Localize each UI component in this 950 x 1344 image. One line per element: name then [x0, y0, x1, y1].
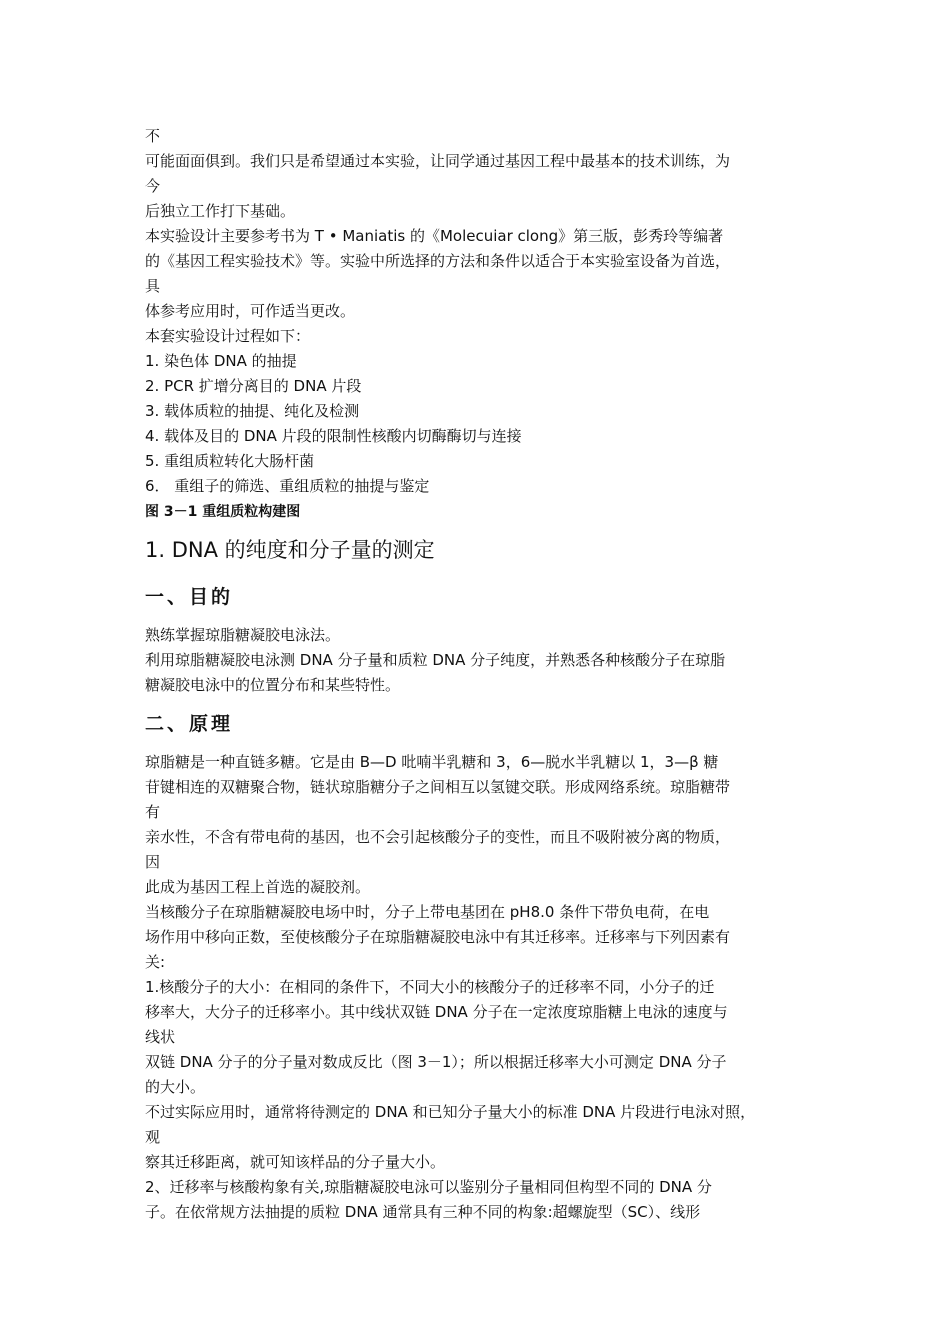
figure-caption: 图 3－1 重组质粒构建图 [145, 504, 301, 520]
procedure-step: 1. 染色体 DNA 的抽提 [145, 352, 297, 370]
principle-line: 不过实际应用时，通常将待测定的 DNA 和已知分子量大小的标准 DNA 片段进行电泳对照， [145, 1103, 756, 1121]
principle-line: 观 [145, 1128, 161, 1146]
procedure-step: 6． 重组子的筛选、重组质粒的抽提与鉴定 [145, 477, 430, 495]
intro-line: 体参考应用时，可作适当更改。 [145, 302, 356, 320]
intro-line: 本套实验设计过程如下： [145, 327, 311, 345]
intro-line: 可能面面俱到。我们只是希望通过本实验，让同学通过基因工程中最基本的技术训练，为 [145, 152, 731, 170]
purpose-paragraph [145, 623, 825, 698]
principle-line: 1.核酸分子的大小：在相同的条件下，不同大小的核酸分子的迁移率不同，小分子的迁 [145, 978, 715, 996]
principle-line: 移率大，大分子的迁移率小。其中线状双链 DNA 分子在一定浓度琼脂糖上电泳的速度与 [145, 1003, 728, 1021]
principle-line: 此成为基因工程上首选的凝胶剂。 [145, 878, 371, 896]
principle-line: 子。在依常规方法抽提的质粒 DNA 通常具有三种不同的构象:超螺旋型（SC）、线形 [145, 1203, 701, 1221]
principle-line: 察其迁移距离，就可知该样品的分子量大小。 [145, 1153, 446, 1171]
principle-line: 当核酸分子在琼脂糖凝胶电场中时，分子上带电基团在 pH8.0 条件下带负电荷，在电 [145, 903, 710, 921]
principle-line: 琼脂糖是一种直链多糖。它是由 B—D 吡喃半乳糖和 3，6—脱水半乳糖以 1，3—β 糖 [145, 753, 719, 771]
intro-line: 后独立工作打下基础。 [145, 202, 296, 220]
intro-line: 具 [145, 277, 161, 295]
procedure-step: 4. 载体及目的 DNA 片段的限制性核酸内切酶酶切与连接 [145, 427, 522, 445]
intro-line: 今 [145, 177, 161, 195]
principle-paragraph [145, 750, 825, 1225]
principle-line: 因 [145, 853, 161, 871]
principle-line: 线状 [145, 1028, 176, 1046]
principle-line: 场作用中移向正数，至使核酸分子在琼脂糖凝胶电泳中有其迁移率。迁移率与下列因素有 [145, 928, 731, 946]
intro-line: 的《基因工程实验技术》等。实验中所选择的方法和条件以适合于本实验室设备为首选， [145, 252, 731, 270]
purpose-line: 熟练掌握琼脂糖凝胶电泳法。 [145, 626, 341, 644]
intro-paragraph [145, 124, 825, 499]
procedure-step: 2. PCR 扩增分离目的 DNA 片段 [145, 377, 362, 395]
principle-line: 关: [145, 953, 166, 971]
purpose-line: 糖凝胶电泳中的位置分布和某些特性。 [145, 676, 401, 694]
principle-line: 的大小。 [145, 1078, 206, 1096]
purpose-line: 利用琼脂糖凝胶电泳测 DNA 分子量和质粒 DNA 分子纯度，并熟悉各种核酸分子在琼脂 [145, 651, 726, 669]
document-page [145, 124, 825, 1225]
principle-line: 苷键相连的双糖聚合物，链状琼脂糖分子之间相互以氢键交联。形成网络系统。琼脂糖带 [145, 778, 731, 796]
section-heading-purpose: 一、目的 [145, 586, 234, 608]
section-heading-principle: 二、原理 [145, 713, 234, 735]
principle-line: 有 [145, 803, 161, 821]
chapter-title: 1. DNA 的纯度和分子量的测定 [145, 538, 435, 562]
principle-line: 双链 DNA 分子的分子量对数成反比（图 3－1）；所以根据迁移率大小可测定 DNA 分子 [145, 1053, 727, 1071]
intro-line: 本实验设计主要参考书为 T • Maniatis 的《Molecuiar clong》第三版，彭秀玲等编著 [145, 227, 724, 245]
intro-line: 不 [145, 127, 161, 145]
procedure-step: 3. 载体质粒的抽提、纯化及检测 [145, 402, 360, 420]
principle-line: 2、迁移率与核酸构象有关,琼脂糖凝胶电泳可以鉴别分子量相同但构型不同的 DNA 分 [145, 1178, 712, 1196]
procedure-step: 5. 重组质粒转化大肠杆菌 [145, 452, 315, 470]
principle-line: 亲水性，不含有带电荷的基因，也不会引起核酸分子的变性，而且不吸附被分离的物质， [145, 828, 731, 846]
